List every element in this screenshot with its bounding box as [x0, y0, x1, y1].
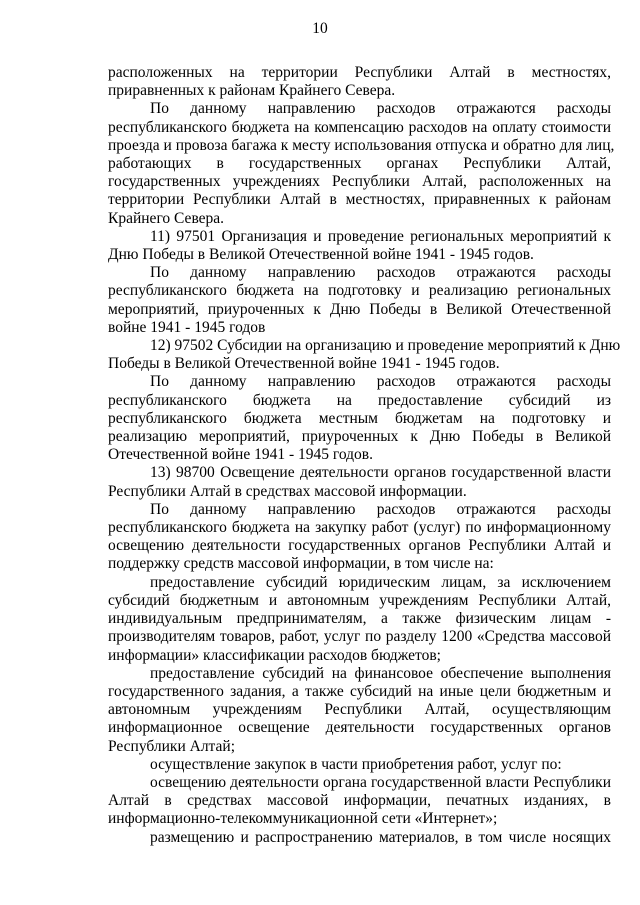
text-line: мероприятий, приуроченных к Дню Победы в Великой Отечественной [108, 300, 611, 318]
text-line: расположенных на территории Республики Алтай в местностях, [108, 64, 611, 81]
text-line: информационно-телекоммуникационной сети «Интернет»; [108, 810, 498, 828]
text-line: Дню Победы в Великой Отечественной войне 1941 - 1945 годов. [108, 246, 534, 264]
text-line: реализацию мероприятий, приуроченных к Дню Победы в Великой [108, 428, 611, 446]
text-line: 12) 97502 Субсидии на организацию и проведение мероприятий к Дню [150, 337, 621, 355]
text-line: республиканского бюджета на подготовку и реализацию региональных [108, 282, 611, 300]
text-line: Республики Алтай; [108, 737, 236, 755]
text-line: проезда и провоза багажа к месту использования отпуска и обратно для лиц, [108, 136, 615, 154]
text-line: 13) 98700 Освещение деятельности органов государственной власти [150, 464, 611, 482]
text-line: По данному направлению расходов отражаются расходы [150, 100, 611, 118]
text-line: республиканского бюджета на закупку работ (услуг) по информационному [108, 519, 611, 537]
text-line: Отечественной войне 1941 - 1945 годов. [108, 446, 373, 464]
text-line: освещению деятельности государственных органов Республики Алтай и [108, 537, 611, 555]
text-line: приравненных к районам Крайнего Севера. [108, 82, 396, 100]
text-line: государственного задания, а также субсидий на иные цели бюджетным и [108, 682, 611, 700]
text-line: размещению и распространению материалов, в том числе носящих [150, 828, 611, 846]
text-line: По данному направлению расходов отражаются расходы [150, 264, 611, 282]
text-line: По данному направлению расходов отражаются расходы [150, 500, 611, 518]
text-line: предоставление субсидий юридическим лицам, за исключением [150, 573, 611, 591]
text-line: автономным учреждениям Республики Алтай, осуществляющим [108, 701, 611, 719]
text-line: информационное освещение деятельности государственных органов [108, 719, 611, 737]
text-line: предоставление субсидий на финансовое обеспечение выполнения [150, 664, 611, 682]
text-line: государственных учреждениях Республики Алтай, расположенных на [108, 173, 611, 191]
text-line: республиканского бюджета на предоставление субсидий из [108, 391, 611, 409]
text-line: субсидий бюджетным и автономным учреждениям Республики Алтай, [108, 591, 611, 609]
text-line: Победы в Великой Отечественной войне 1941 - 1945 годов. [108, 355, 500, 373]
text-line: Алтай в средствах массовой информации, печатных изданиях, в [108, 792, 611, 810]
text-line: республиканского бюджета на компенсацию расходов на оплату стоимости [108, 118, 611, 136]
text-line: осуществление закупок в части приобретения работ, услуг по: [150, 755, 562, 773]
text-line: территории Республики Алтай в местностях, приравненных к районам [108, 191, 611, 209]
text-line: работающих в государственных органах Республики Алтай, [108, 155, 611, 173]
text-line: Республики Алтай в средствах массовой информации. [108, 482, 467, 500]
page-number: 10 [312, 20, 328, 37]
text-line: Крайнего Севера. [108, 209, 225, 227]
text-line: освещению деятельности органа государственной власти Республики [150, 773, 611, 791]
text-line: поддержку средств массовой информации, в том числе на: [108, 555, 494, 573]
text-line: информации» классификации расходов бюджетов; [108, 646, 441, 664]
text-line: производителям товаров, работ, услуг по разделу 1200 «Средства массовой [108, 628, 611, 646]
text-line: 11) 97501 Организация и проведение региональных мероприятий к [150, 227, 611, 245]
text-line: войне 1941 - 1945 годов [108, 318, 266, 336]
document-body [108, 64, 621, 847]
text-line: индивидуальным предпринимателям, а также физическим лицам - [108, 610, 611, 628]
text-line: По данному направлению расходов отражаются расходы [150, 373, 611, 391]
text-line: республиканского бюджета местным бюджетам на подготовку и [108, 409, 611, 427]
